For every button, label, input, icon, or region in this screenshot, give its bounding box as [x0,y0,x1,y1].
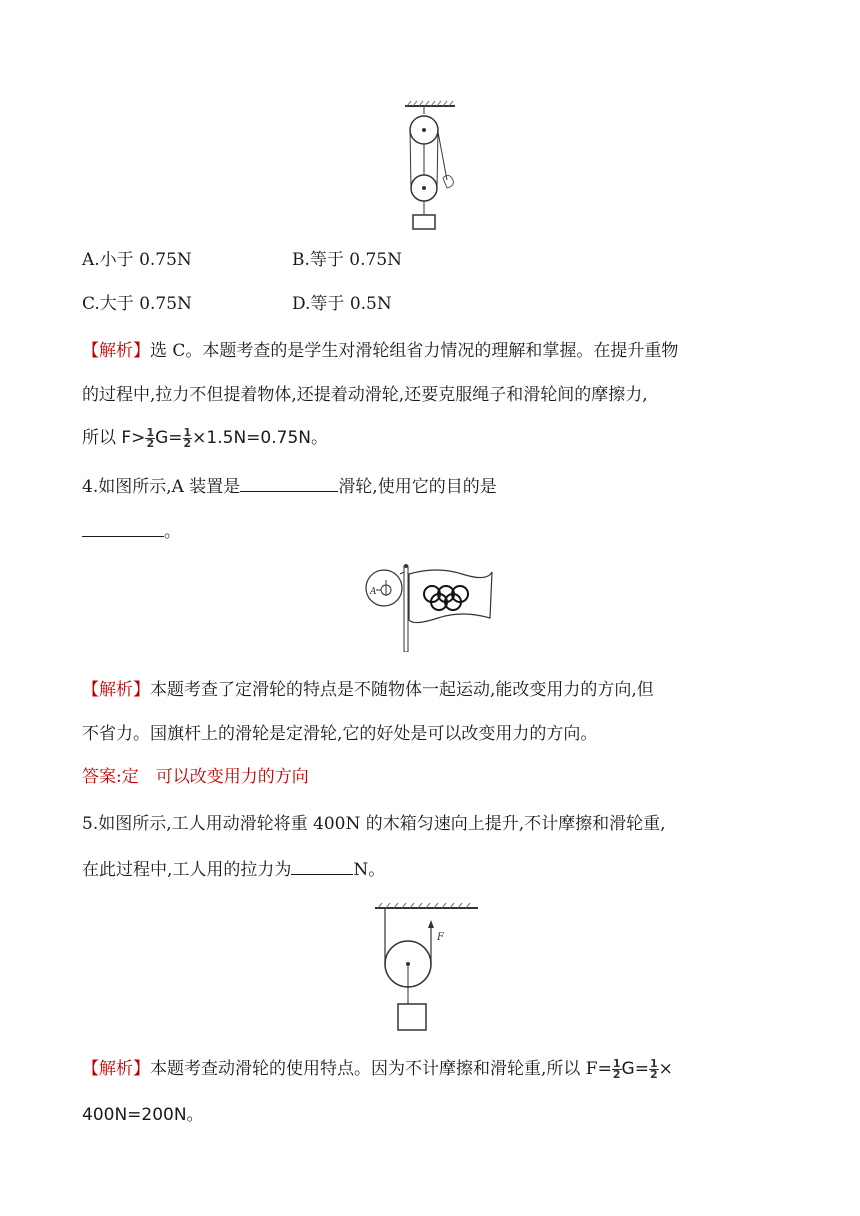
q5-analysis-line-2: 400N=200N。 [82,1105,204,1125]
figure-label-a: A [370,587,377,597]
fraction: $\frac{1}{2}$ [649,1057,658,1081]
q4-answer: 答案:定 可以改变用力的方向 [82,767,309,787]
answer-blank[interactable] [291,856,353,875]
flagpole-figure [362,560,497,652]
q4-stem: 4.如图所示,A 装置是 滑轮,使用它的目的是 [82,473,497,499]
q5-analysis-line-1: 【解析】本题考查动滑轮的使用特点。因为不计摩擦和滑轮重,所以 F= $\frac{1}{2}$ G= $\frac{1}{2}$ × [82,1057,673,1081]
q3-analysis-line-1: 【解析】选 C。本题考查的是学生对滑轮组省力情况的理解和掌握。在提升重物 [82,341,679,361]
answer-blank[interactable] [240,473,338,492]
analysis-tag: 【解析】 [82,341,150,361]
option-b: B.等于 0.75N [292,250,403,270]
answer-blank[interactable] [82,518,164,537]
movable-pulley-figure [370,900,480,1035]
q3-analysis-line-2: 的过程中,拉力不但提着物体,还提着动滑轮,还要克服绳子和滑轮间的摩擦力, [82,385,648,405]
analysis-tag: 【解析】 [82,680,150,700]
q4-analysis-line-1: 【解析】本题考查了定滑轮的特点是不随物体一起运动,能改变用力的方向,但 [82,680,654,700]
q3-analysis-line-3: 所以 F> $\frac{1}{2}$ G= $\frac{1}{2}$ ×1.5N=0.75N。 [82,425,328,450]
analysis-tag: 【解析】 [82,1059,150,1079]
q5-stem-line-2: 在此过程中,工人用的拉力为 N。 [82,856,385,882]
option-d: D.等于 0.5N [292,294,392,314]
q4-stem-line-2: 。 [82,518,181,544]
fraction: $\frac{1}{2}$ [183,425,192,450]
option-c: C.大于 0.75N [82,294,192,314]
fraction: $\frac{1}{2}$ [612,1057,621,1081]
q4-analysis-line-2: 不省力。国旗杆上的滑轮是定滑轮,它的好处是可以改变用力的方向。 [82,724,598,744]
fraction: $\frac{1}{2}$ [146,425,155,450]
figure-label-f: F [437,932,444,943]
pulley-block-figure [395,100,465,235]
option-a: A.小于 0.75N [82,250,192,270]
q5-stem-line-1: 5.如图所示,工人用动滑轮将重 400N 的木箱匀速向上提升,不计摩擦和滑轮重, [82,814,666,834]
